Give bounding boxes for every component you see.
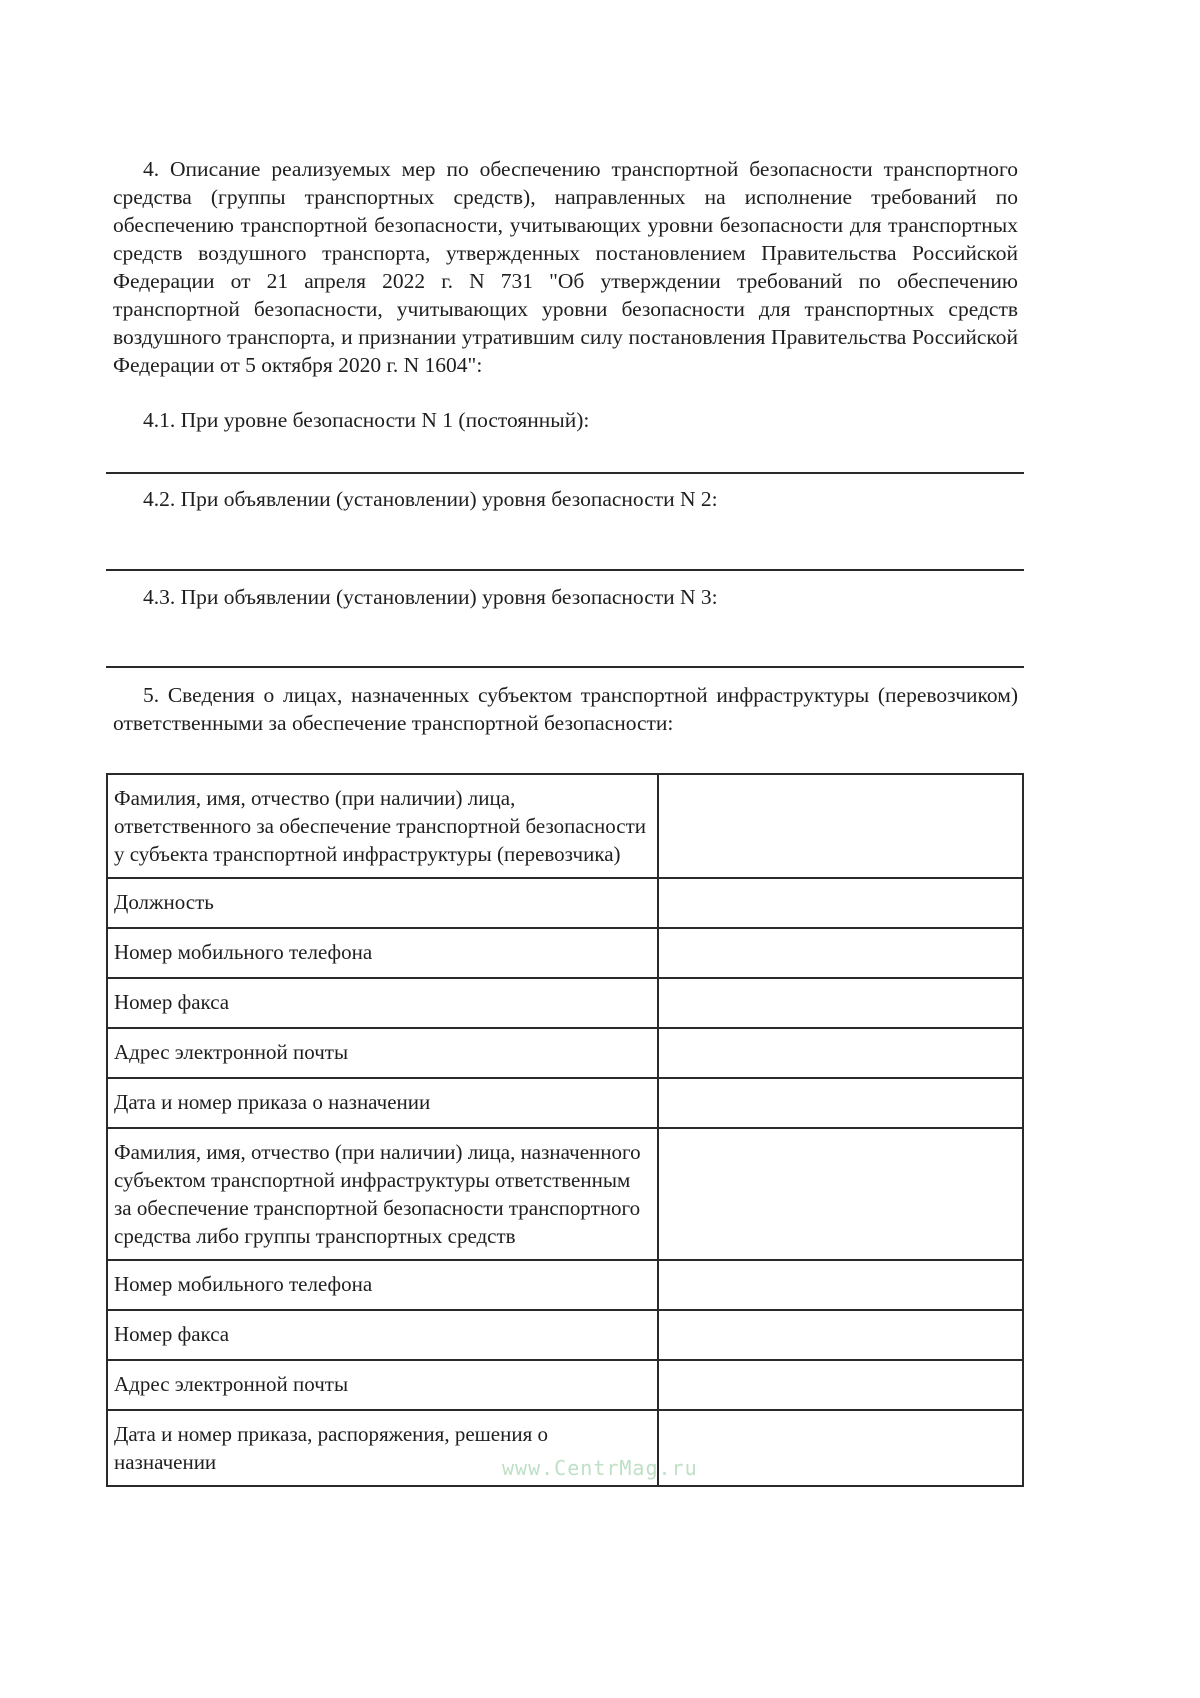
row-label: Фамилия, имя, отчество (при наличии) лица, ответственного за обеспечение транспортной безопасности у субъекта транспортной инфраструктуры (перевозчика) bbox=[107, 774, 658, 878]
item-4-3-label: 4.3. При объявлении (установлении) уровня безопасности N 3: bbox=[143, 585, 718, 609]
row-label: Дата и номер приказа, распоряжения, решения о назначении bbox=[107, 1410, 658, 1486]
table-row bbox=[107, 1028, 1023, 1078]
row-label: Адрес электронной почты bbox=[107, 1028, 658, 1078]
item-4-2-label: 4.2. При объявлении (установлении) уровня безопасности N 2: bbox=[143, 487, 718, 511]
row-label: Должность bbox=[107, 878, 658, 928]
row-value-cell[interactable] bbox=[658, 1360, 1023, 1410]
row-value-cell[interactable] bbox=[658, 774, 1023, 878]
fill-line-4-1[interactable] bbox=[106, 472, 1024, 474]
table-row bbox=[107, 1360, 1023, 1410]
row-value-cell[interactable] bbox=[658, 1260, 1023, 1310]
row-label: Номер мобильного телефона bbox=[107, 928, 658, 978]
fill-line-4-3[interactable] bbox=[106, 666, 1024, 668]
row-label: Номер факса bbox=[107, 1310, 658, 1360]
table-row bbox=[107, 978, 1023, 1028]
row-value-cell[interactable] bbox=[658, 1078, 1023, 1128]
row-label: Фамилия, имя, отчество (при наличии) лица, назначенного субъектом транспортной инфраструктуры ответственным за обеспечение транспортной безопасности транспортного средства либо группы транспортных средств bbox=[107, 1128, 658, 1260]
row-label: Номер мобильного телефона bbox=[107, 1260, 658, 1310]
item-4-1-label: 4.1. При уровне безопасности N 1 (постоянный): bbox=[143, 408, 590, 432]
row-value-cell[interactable] bbox=[658, 1028, 1023, 1078]
table-row bbox=[107, 774, 1023, 878]
table-row bbox=[107, 1260, 1023, 1310]
row-value-cell[interactable] bbox=[658, 878, 1023, 928]
table-row bbox=[107, 1078, 1023, 1128]
table-row bbox=[107, 928, 1023, 978]
table-row bbox=[107, 878, 1023, 928]
row-value-cell[interactable] bbox=[658, 978, 1023, 1028]
row-label: Дата и номер приказа о назначении bbox=[107, 1078, 658, 1128]
row-label: Номер факса bbox=[107, 978, 658, 1028]
section-4-text: 4. Описание реализуемых мер по обеспечению транспортной безопасности транспортного средства (группы транспортных средств), направленных на исполнение требований по обеспечению транспортной безопасности, учитывающих уровни безопасности для транспортных средств воздушного транспорта, утвержденных постановлением Правительства Российской Федерации от 21 апреля 2022 г. N 731 "Об утверждении требований по обеспечению транспортной безопасности, учитывающих уровни безопасности для транспортных средств воздушного транспорта, и признании утратившим силу постановления Правительства Российской Федерации от 5 октября 2020 г. N 1604": bbox=[113, 157, 1018, 377]
row-value-cell[interactable] bbox=[658, 928, 1023, 978]
row-value-cell[interactable] bbox=[658, 1410, 1023, 1486]
row-label: Адрес электронной почты bbox=[107, 1360, 658, 1410]
responsible-persons-table bbox=[106, 773, 1024, 1487]
table-row bbox=[107, 1128, 1023, 1260]
row-value-cell[interactable] bbox=[658, 1310, 1023, 1360]
table-row bbox=[107, 1310, 1023, 1360]
fill-line-4-2[interactable] bbox=[106, 569, 1024, 571]
watermark: www.CentrMag.ru bbox=[502, 1456, 698, 1480]
section-5-text: 5. Сведения о лицах, назначенных субъектом транспортной инфраструктуры (перевозчиком) ответственными за обеспечение транспортной безопасности: bbox=[113, 683, 1018, 735]
row-value-cell[interactable] bbox=[658, 1128, 1023, 1260]
